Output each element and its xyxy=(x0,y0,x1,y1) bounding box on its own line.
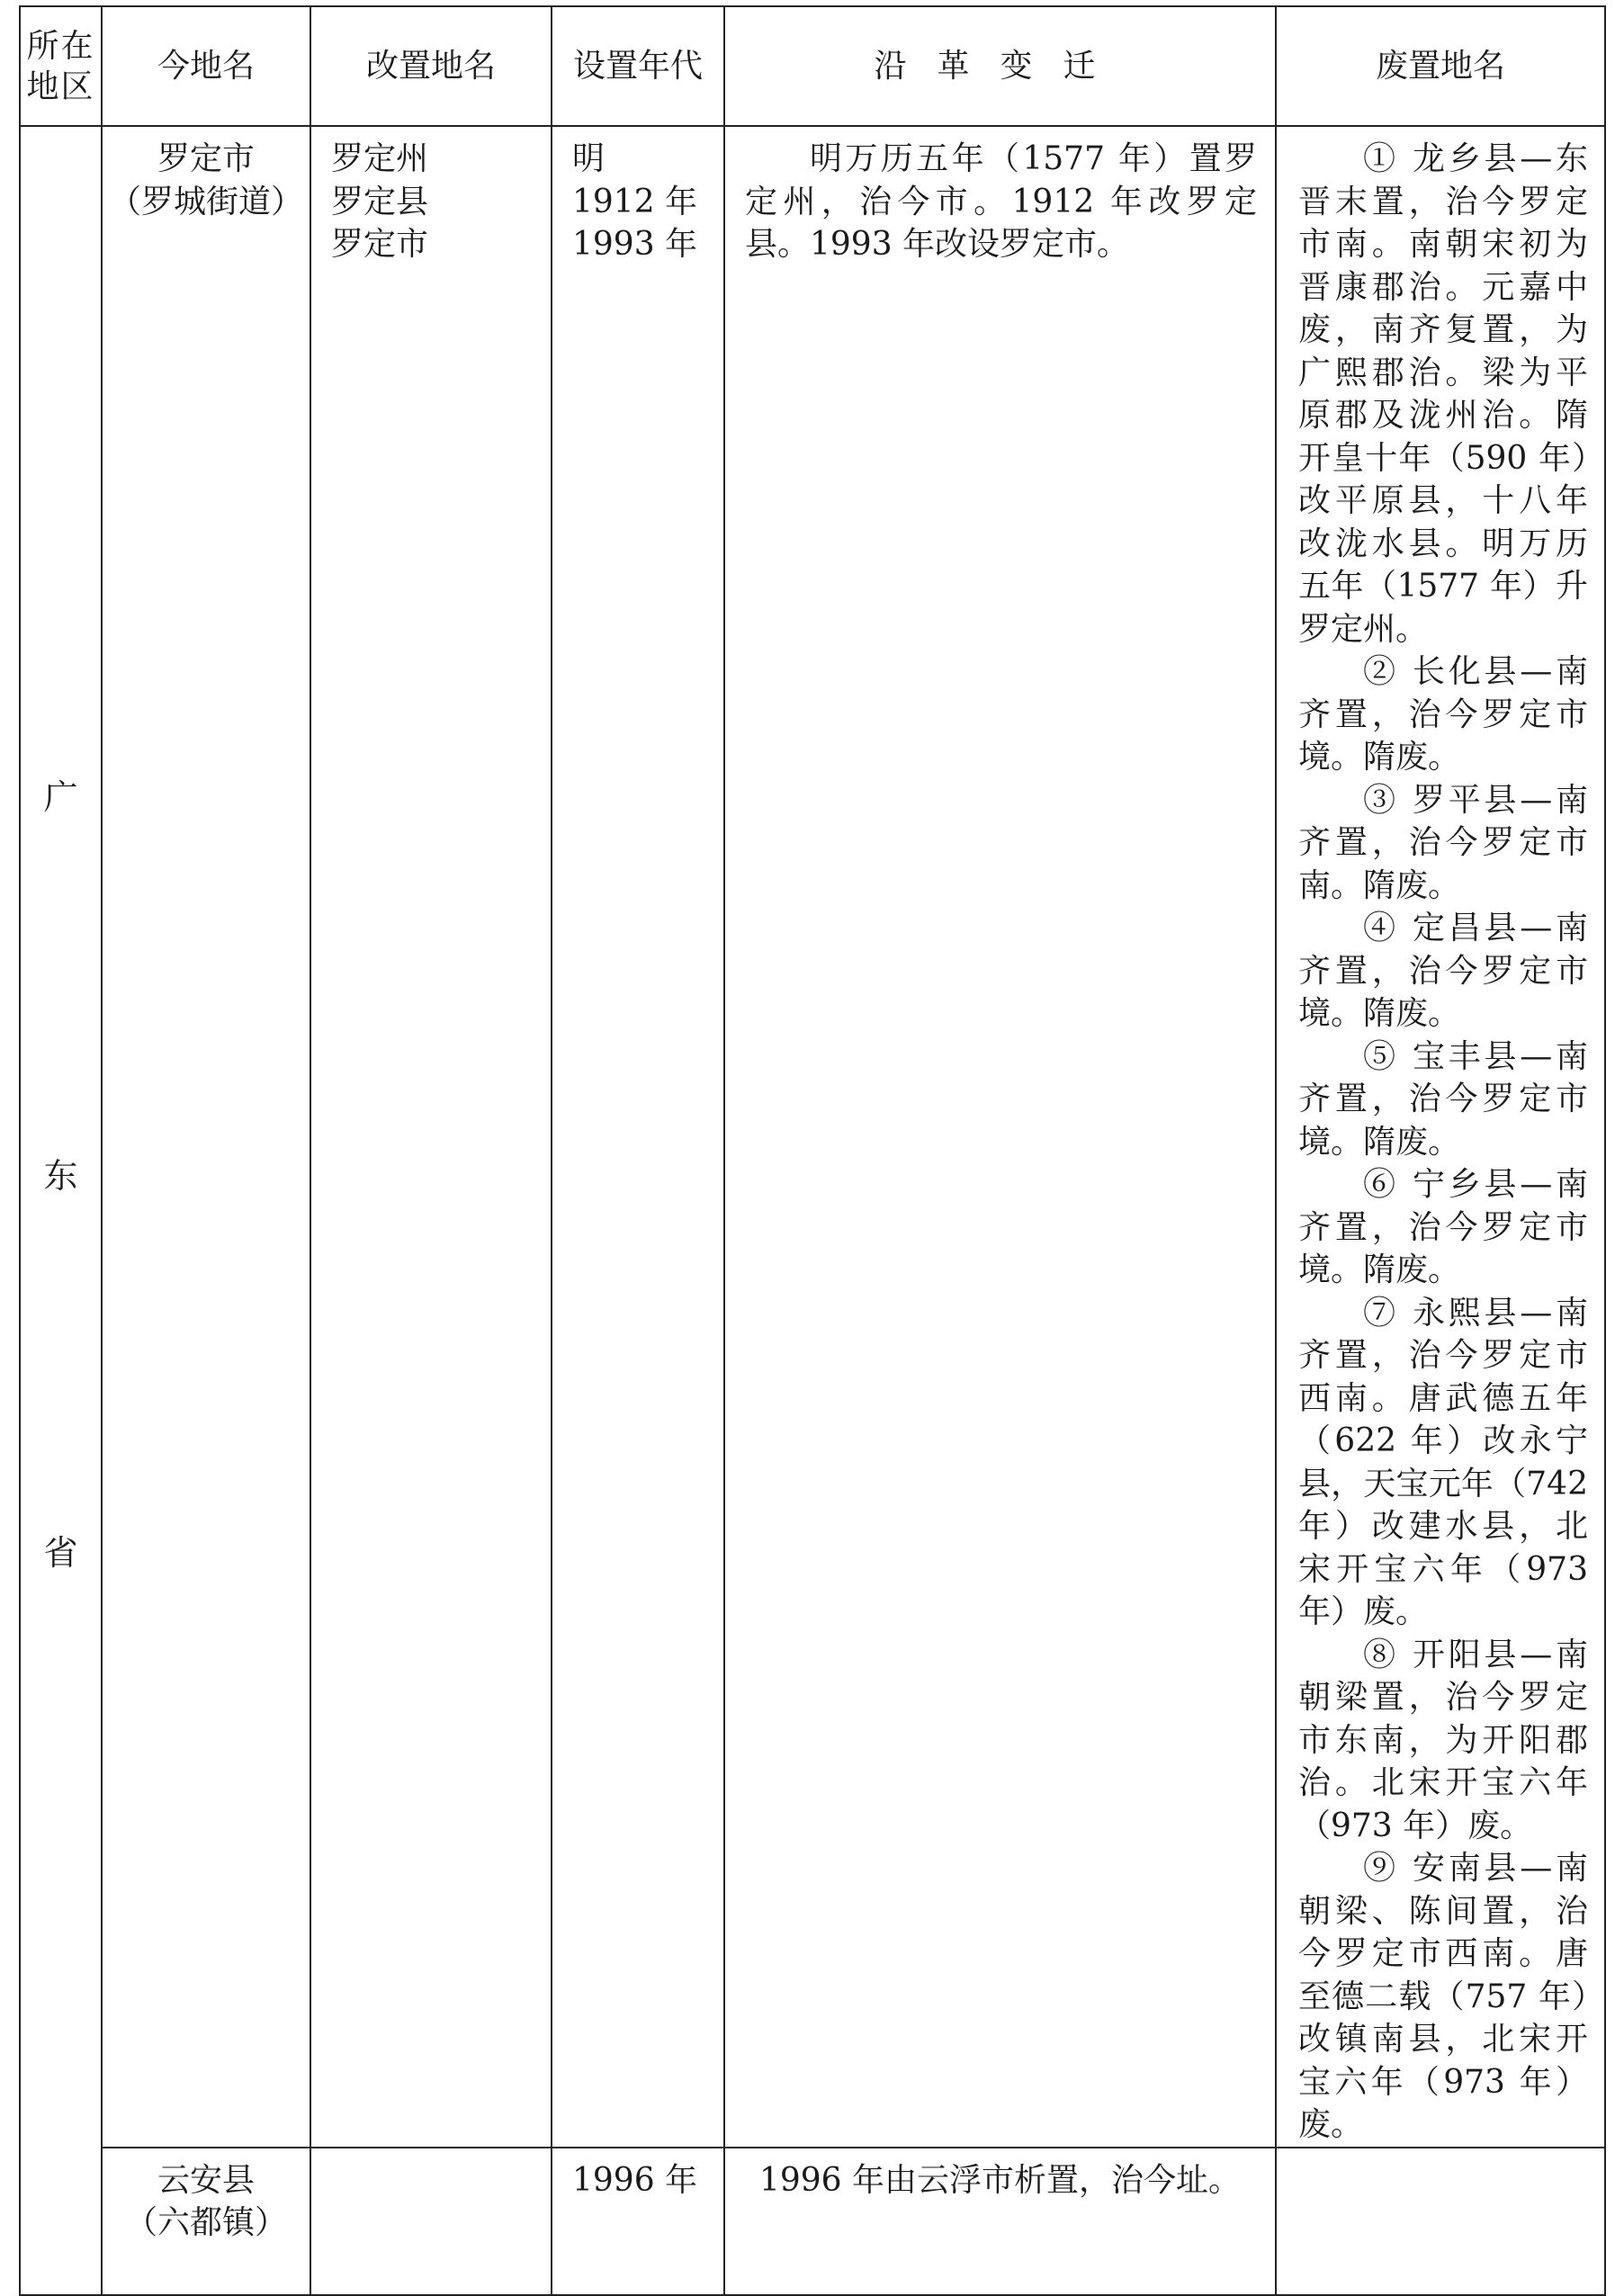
fei-entry: ④ 定昌县—南齐置，治今罗定市境。隋废。 xyxy=(1298,910,1588,1032)
fei-entry: ② 长化县—南齐置，治今罗定市境。隋废。 xyxy=(1298,653,1588,776)
fei-entry: ⑧ 开阳县—南朝梁置，治今罗定市东南，为开阳郡治。北宋开宝六年（973 年）废。 xyxy=(1298,1636,1588,1844)
fei-entry: ⑨ 安南县—南朝梁、陈间置，治今罗定市西南。唐至德二载（757 年）改镇南县，北宋开宝六年（973 年）废。 xyxy=(1298,1850,1588,2143)
header-jin: 今地名 xyxy=(102,6,310,126)
table-row xyxy=(20,126,1605,2148)
region-char: 省 xyxy=(43,1533,78,1573)
jin-line: （六都镇） xyxy=(124,2204,287,2241)
gai-cell xyxy=(310,126,552,2148)
yan-text: 明万历五年（1577 年）置罗定州，治今市。1912 年改罗定县。1993 年改设罗定市。 xyxy=(745,140,1257,263)
history-table xyxy=(19,5,1606,2296)
gai-line: 罗定县 xyxy=(331,183,429,220)
fei-entry: ③ 罗平县—南齐置，治今罗定市南。隋废。 xyxy=(1298,781,1588,904)
jin-cell xyxy=(102,2148,310,2295)
nian-line: 1993 年 xyxy=(572,226,698,263)
fei-cell xyxy=(1276,2148,1605,2295)
table-row xyxy=(20,2148,1605,2295)
region-char: 广 xyxy=(43,777,78,817)
fei-entry: ⑦ 永熙县—南齐置，治今罗定市西南。唐武德五年（622 年）改永宁县，天宝元年（742 年）改建水县，北宋开宝六年（973 年）废。 xyxy=(1298,1294,1588,1630)
jin-cell xyxy=(102,126,310,2148)
header-region-line1: 所在 xyxy=(26,27,95,65)
nian-cell xyxy=(552,2148,724,2295)
header-gai: 改置地名 xyxy=(310,6,552,126)
fei-entry: ⑤ 宝丰县—南齐置，治今罗定市境。隋废。 xyxy=(1298,1037,1588,1161)
nian-line: 1996 年 xyxy=(572,2161,698,2199)
gai-line: 罗定州 xyxy=(331,140,429,177)
jin-line: （罗城街道） xyxy=(108,183,303,220)
jin-line: 云安县 xyxy=(157,2161,255,2199)
nian-cell xyxy=(552,126,724,2148)
header-yan: 沿革变迁 xyxy=(724,6,1276,126)
header-row xyxy=(20,6,1605,126)
region-cell xyxy=(20,126,102,2295)
header-region-line2: 地区 xyxy=(26,67,95,105)
gai-line: 罗定市 xyxy=(331,226,429,263)
header-region xyxy=(20,6,102,126)
fei-cell xyxy=(1276,126,1605,2148)
nian-line: 明 xyxy=(572,140,606,177)
region-char: 东 xyxy=(43,1156,78,1196)
fei-entry: ⑥ 宁乡县—南齐置，治今罗定市境。隋废。 xyxy=(1298,1166,1588,1288)
fei-entry: ① 龙乡县—东晋末置，治今罗定市南。南朝宋初为晋康郡治。元嘉中废，南齐复置，为广熙郡治。梁为平原郡及泷州治。隋开皇十年（590 年）改平原县，十八年改泷水县。明万历五年（1577 年）升罗定州。 xyxy=(1298,140,1588,648)
yan-cell xyxy=(724,126,1276,2148)
header-fei: 废置地名 xyxy=(1276,6,1605,126)
jin-line: 罗定市 xyxy=(157,140,255,177)
header-nian: 设置年代 xyxy=(552,6,724,126)
nian-line: 1912 年 xyxy=(572,183,698,220)
gai-cell xyxy=(310,2148,552,2295)
yan-cell xyxy=(724,2148,1276,2295)
yan-text: 1996 年由云浮市析置，治今址。 xyxy=(758,2161,1242,2199)
